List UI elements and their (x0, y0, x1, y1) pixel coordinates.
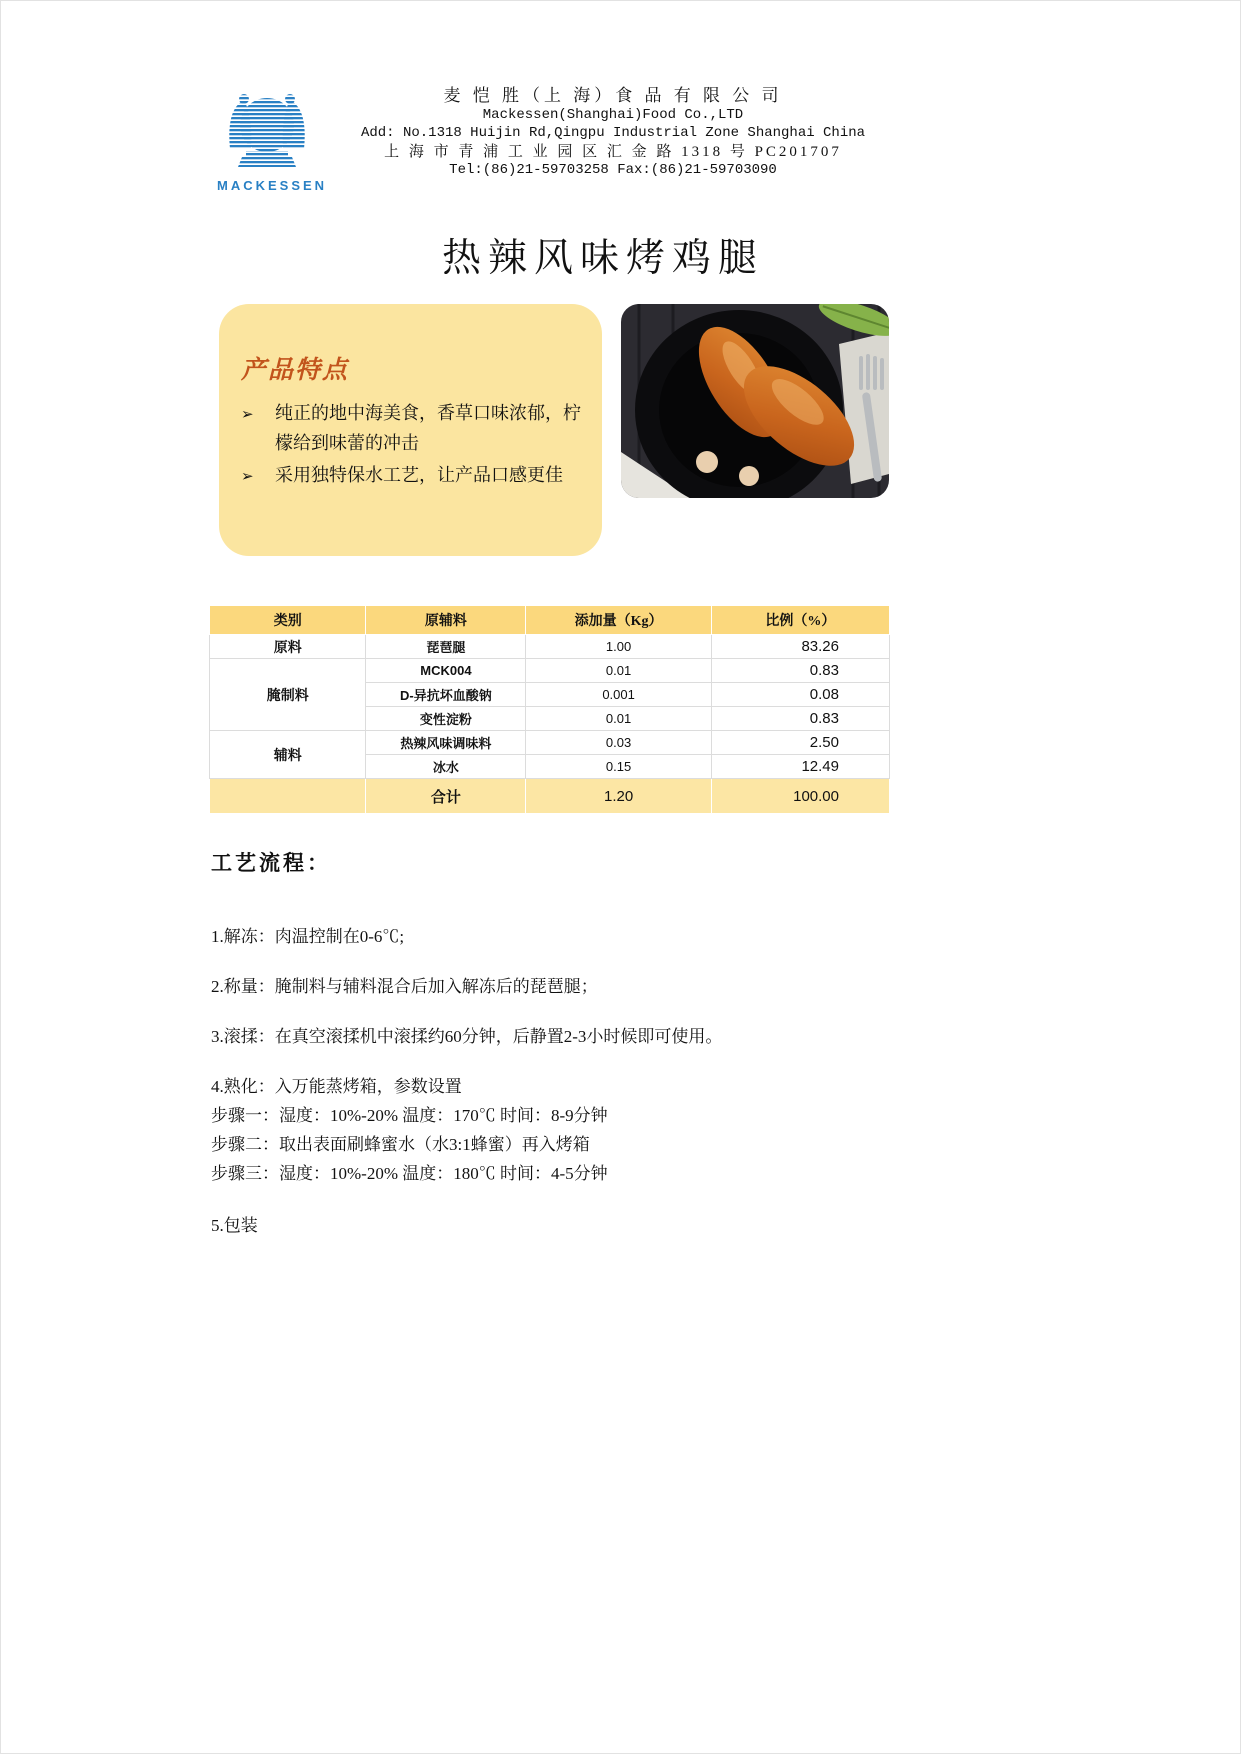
process-substep: 步骤一：湿度：10%-20% 温度：170℃ 时间：8-9分钟 (211, 1106, 608, 1125)
feature-text: 纯正的地中海美食，香草口味浓郁，柠檬给到味蕾的冲击 (275, 403, 581, 453)
company-name-en: Mackessen(Shanghai)Food Co.,LTD (482, 106, 744, 123)
ratio-cell: 0.83 (711, 707, 889, 731)
company-tel-fax: Tel:(86)21-59703258 Fax:(86)21-59703090 (449, 162, 777, 178)
process-step: 5.包装 (211, 1216, 258, 1235)
feature-item (241, 460, 584, 491)
total-amount-cell: 1.20 (526, 779, 712, 814)
ingredient-cell: 变性淀粉 (366, 707, 526, 731)
amount-cell: 1.00 (526, 635, 712, 659)
ingredients-table (209, 605, 890, 814)
amount-cell: 0.001 (526, 683, 712, 707)
col-header-ratio: 比例（%） (711, 606, 889, 635)
process-substep: 步骤二：取出表面刷蜂蜜水（水3:1蜂蜜）再入烤箱 (211, 1135, 590, 1154)
ingredient-cell: MCK004 (366, 659, 526, 683)
total-ratio-cell: 100.00 (711, 779, 889, 814)
table-header-row (210, 606, 890, 635)
roasted-chicken-photo-illustration (621, 304, 889, 498)
arrow-bullet-icon: ➢ (241, 467, 254, 485)
ratio-cell: 83.26 (711, 635, 889, 659)
company-header (1, 87, 1225, 180)
page-title: 热辣风味烤鸡腿 (441, 237, 764, 280)
category-cell: 原料 (210, 635, 366, 659)
ratio-cell: 0.08 (711, 683, 889, 707)
company-address-cn: 上 海 市 青 浦 工 业 园 区 汇 金 路 1318 号 PC201707 (384, 143, 842, 160)
amount-cell: 0.01 (526, 659, 712, 683)
category-cell: 辅料 (210, 731, 366, 779)
feature-text: 采用独特保水工艺，让产品口感更佳 (275, 465, 563, 485)
ratio-cell: 0.83 (711, 659, 889, 683)
ingredient-cell: D-异抗坏血酸钠 (366, 683, 526, 707)
total-empty-cell (210, 779, 366, 814)
ingredient-cell: 热辣风味调味料 (366, 731, 526, 755)
arrow-bullet-icon: ➢ (241, 405, 254, 423)
table-row (210, 659, 890, 683)
amount-cell: 0.03 (526, 731, 712, 755)
logo-wordmark: MACKESSEN (217, 178, 328, 193)
company-address-en: Add: No.1318 Huijin Rd,Qingpu Industrial Zone Shanghai China (360, 125, 866, 141)
process-step: 2.称量：腌制料与辅料混合后加入解冻后的琵琶腿； (211, 977, 598, 996)
col-header-amount: 添加量（Kg） (526, 606, 712, 635)
category-cell: 腌制料 (210, 659, 366, 731)
company-name-cn: 麦 恺 胜（上 海）食 品 有 限 公 司 (443, 86, 783, 105)
process-step: 3.滚揉：在真空滚揉机中滚揉约60分钟，后静置2-3小时候即可使用。 (211, 1027, 723, 1046)
total-label-cell: 合计 (366, 779, 526, 814)
product-features-box (219, 304, 602, 556)
process-heading: 工艺流程： (211, 851, 331, 875)
product-photo (621, 304, 889, 498)
col-header-ingredient: 原辅料 (366, 606, 526, 635)
col-header-category: 类别 (210, 606, 366, 635)
features-heading: 产品特点 (241, 357, 350, 384)
ingredient-cell: 冰水 (366, 755, 526, 779)
process-step: 4.熟化：入万能蒸烤箱，参数设置 (211, 1077, 462, 1096)
ratio-cell: 12.49 (711, 755, 889, 779)
process-section (211, 847, 991, 1264)
process-step: 1.解冻：肉温控制在0-6℃; (211, 927, 405, 946)
feature-item (241, 398, 584, 458)
amount-cell: 0.15 (526, 755, 712, 779)
ingredient-cell: 琵琶腿 (366, 635, 526, 659)
table-row (210, 635, 890, 659)
table-total-row (210, 779, 890, 814)
process-substep: 步骤三：湿度：10%-20% 温度：180℃ 时间：4-5分钟 (211, 1164, 608, 1183)
table-row (210, 731, 890, 755)
ratio-cell: 2.50 (711, 731, 889, 755)
amount-cell: 0.01 (526, 707, 712, 731)
